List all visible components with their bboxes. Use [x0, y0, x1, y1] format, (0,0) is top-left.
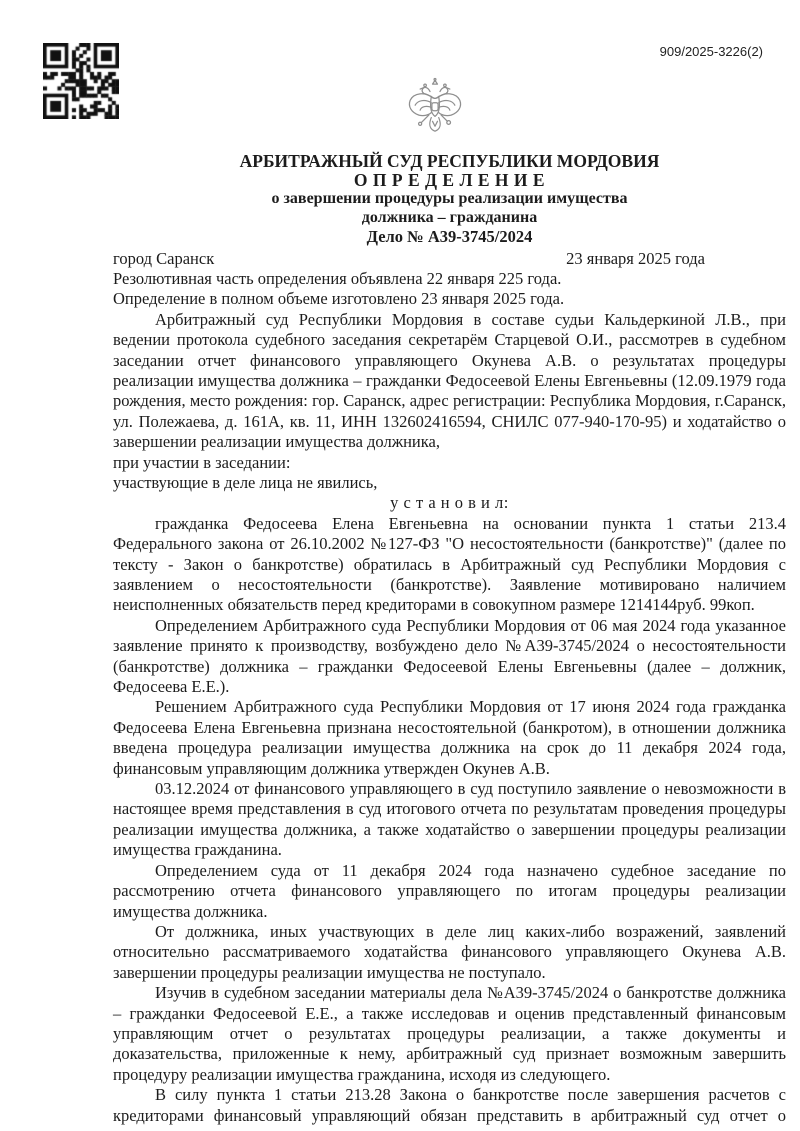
- document-number: 909/2025-3226(2): [659, 44, 763, 59]
- body-paragraph-8: В силу пункта 1 статьи 213.28 Закона о банкротстве после завершения расчетов с кредиторами финансовый управляющий обязан представить в арбитражный суд отчет о: [113, 1085, 786, 1125]
- title-block: [113, 151, 786, 246]
- russian-coat-of-arms-icon: [404, 76, 466, 148]
- subtitle-line-1: о завершении процедуры реализации имущества: [271, 190, 628, 207]
- decision-date: 23 января 2025 года: [566, 248, 705, 268]
- body-paragraph-4: 03.12.2024 от финансового управляющего в суд поступило заявление о невозможности в настоящее время представления в суд итогового отчета по результатам проведения процедуры реализации имущества должника, а также ходатайство о завершении процедуры реализации имущества гражданина.: [113, 779, 786, 860]
- full-volume-line: Определение в полном объеме изготовлено 23 января 2025 года.: [113, 289, 565, 309]
- document-content: [113, 151, 786, 1126]
- document-type-title: О П Р Е Д Е Л Е Н И Е: [353, 170, 546, 190]
- qr-code: [43, 43, 119, 119]
- intro-paragraph: Арбитражный суд Республики Мордовия в составе судьи Кальдеркиной Л.В., при ведении протокола судебного заседания секретарём Старцевой О.И., рассмотрев в судебном заседании отчет финансового управляющего Окунева А.В. о результатах процедуры реализации имущества должника – гражданки Федосеевой Елены Евгеньевны (12.09.1979 года рождения, место рождения: гор. Саранск, адрес регистрации: Республика Мордовия, г.Саранск, ул. Полежаева, д. 161А, кв. 11, ИНН 132602416594, СНИЛС 077-940-170-95) и ходатайство о завершении реализации имущества должника,: [113, 309, 786, 452]
- body-paragraph-2: Определением Арбитражного суда Республики Мордовия от 06 мая 2024 года указанное заявление принято к производству, возбуждено дело №А39-3745/2024 о несостоятельности (банкротстве) должника – гражданки Федосеевой Елены Евгеньевны (далее – должник, Федосеева Е.Е.).: [113, 615, 786, 697]
- ustanovil-line: у с т а н о в и л:: [390, 493, 509, 513]
- city-date-row: [113, 249, 786, 269]
- body-paragraph-7: Изучив в судебном заседании материалы дела №А39-3745/2024 о банкротстве должника – гражданки Федосеевой Е.Е., а также исследовав и оценив представленный финансовым управляющим отчет о результатах процедуры реализации, а также документы и доказательства, приложенные к нему, арбитражный суд признает возможным завершить процедуру реализации имущества гражданина, исходя из следующего.: [113, 983, 786, 1084]
- case-number: Дело № А39-3745/2024: [366, 226, 533, 246]
- body-paragraph-6: От должника, иных участвующих в деле лиц каких-либо возражений, заявлений относительно рассматриваемого ходатайства финансового управляющего Окунева А.В. завершении процедуры реализации имущества не поступало.: [113, 921, 786, 982]
- city-label: город Саранск: [113, 248, 215, 268]
- participation-line: при участии в заседании:: [113, 452, 291, 472]
- subtitle-line-2: должника – гражданина: [361, 208, 538, 226]
- body-paragraph-3: Решением Арбитражного суда Республики Мордовия от 17 июня 2024 года гражданка Федосеева Елена Евгеньевна признана несостоятельной (банкротом), в отношении должника введена процедура реализации имущества должника на срок до 11 декабря 2024 года, финансовым управляющим должника утвержден Окунев А.В.: [113, 697, 786, 778]
- court-name: АРБИТРАЖНЫЙ СУД РЕСПУБЛИКИ МОРДОВИЯ: [239, 151, 660, 171]
- resolution-announced-line: Резолютивная часть определения объявлена 22 января 225 года.: [113, 268, 562, 288]
- body-paragraph-1: гражданка Федосеева Елена Евгеньевна на основании пункта 1 статьи 213.4 Федерального закона от 26.10.2002 №127-ФЗ "О несостоятельности (банкротстве)" (далее по тексту - Закон о банкротстве) обратилась в Арбитражный суд Республики Мордовия с заявлением о несостоятельности (банкротстве). Заявление мотивировано наличием неисполненных обязательств перед кредиторами в совокупном размере 1214144руб. 99коп.: [113, 513, 786, 615]
- body-paragraph-5: Определением суда от 11 декабря 2024 года назначено судебное заседание по рассмотрению отчета финансового управляющего по итогам процедуры реализации имущества должника.: [113, 860, 786, 921]
- parties-absent-line: участвующие в деле лица не явились,: [113, 472, 378, 492]
